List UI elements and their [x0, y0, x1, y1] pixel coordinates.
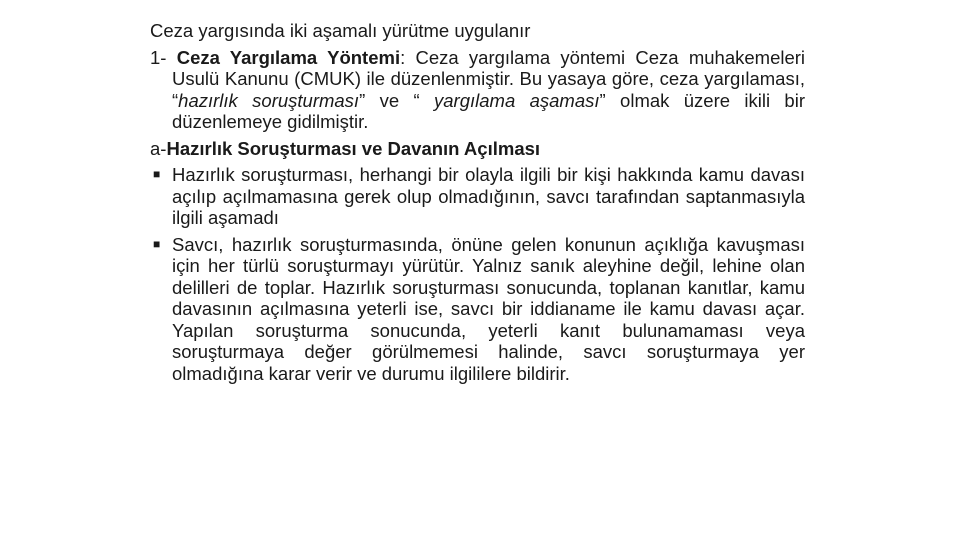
intro-line: Ceza yargısında iki aşamalı yürütme uygulanır	[150, 20, 531, 41]
section-1-text: Ceza yargılama yöntemi Ceza muhakemeleri Usulü Kanunu (CMUK) ile düzenlenmiştir. Bu yasaya göre, ceza yargılaması, “	[172, 46, 806, 111]
section-1-paragraph	[150, 47, 805, 133]
section-1-italic-term-2: yargılama aşaması	[434, 89, 600, 111]
section-a-title: Hazırlık Soruşturması ve Davanın Açılması	[166, 137, 541, 159]
bullet-text: Hazırlık soruşturması, herhangi bir olayla ilgili bir kişi hakkında kamu davası açılıp açılmamasına gerek olup olmadığının, savcı tarafından saptanmasıyla ilgili aşamadı	[172, 164, 805, 228]
bullet-item	[150, 164, 805, 229]
section-1-text-mid: ” ve “	[359, 89, 435, 111]
slide-body	[150, 20, 805, 389]
bullet-item	[150, 234, 805, 385]
section-a-heading	[150, 138, 805, 160]
section-a-prefix: a-	[150, 137, 167, 159]
section-1-number: 1-	[150, 46, 177, 68]
section-1-text-end: ” olmak üzere ikili bir düzenlemeye gidilmiştir.	[172, 89, 805, 132]
section-1-title: Ceza Yargılama Yöntemi	[176, 46, 401, 68]
square-bullet-icon: ■	[153, 236, 161, 251]
bullet-text: Savcı, hazırlık soruşturmasında, önüne gelen konunun açıklığa kavuşması için her türlü soruşturmayı yürütür. Yalnız sanık aleyhine değil, lehine olan delilleri de toplar. Hazırlık soruşturması sonucunda, toplanan kanıtlar, kamu davasının açılmasına yeterli ise, savcı bir iddianame ile kamu davası açar. Yapılan soruşturma sonucunda, yeterli kanıt bulunamaması veya soruşturmaya değer görülmemesi halinde, savcı soruşturmaya yer olmadığına karar verir ve durumu ilgililere bildirir.	[172, 233, 805, 384]
section-1-italic-term-1: hazırlık soruşturması	[178, 89, 360, 111]
square-bullet-icon: ■	[153, 167, 161, 181]
section-1-colon: :	[400, 46, 416, 68]
